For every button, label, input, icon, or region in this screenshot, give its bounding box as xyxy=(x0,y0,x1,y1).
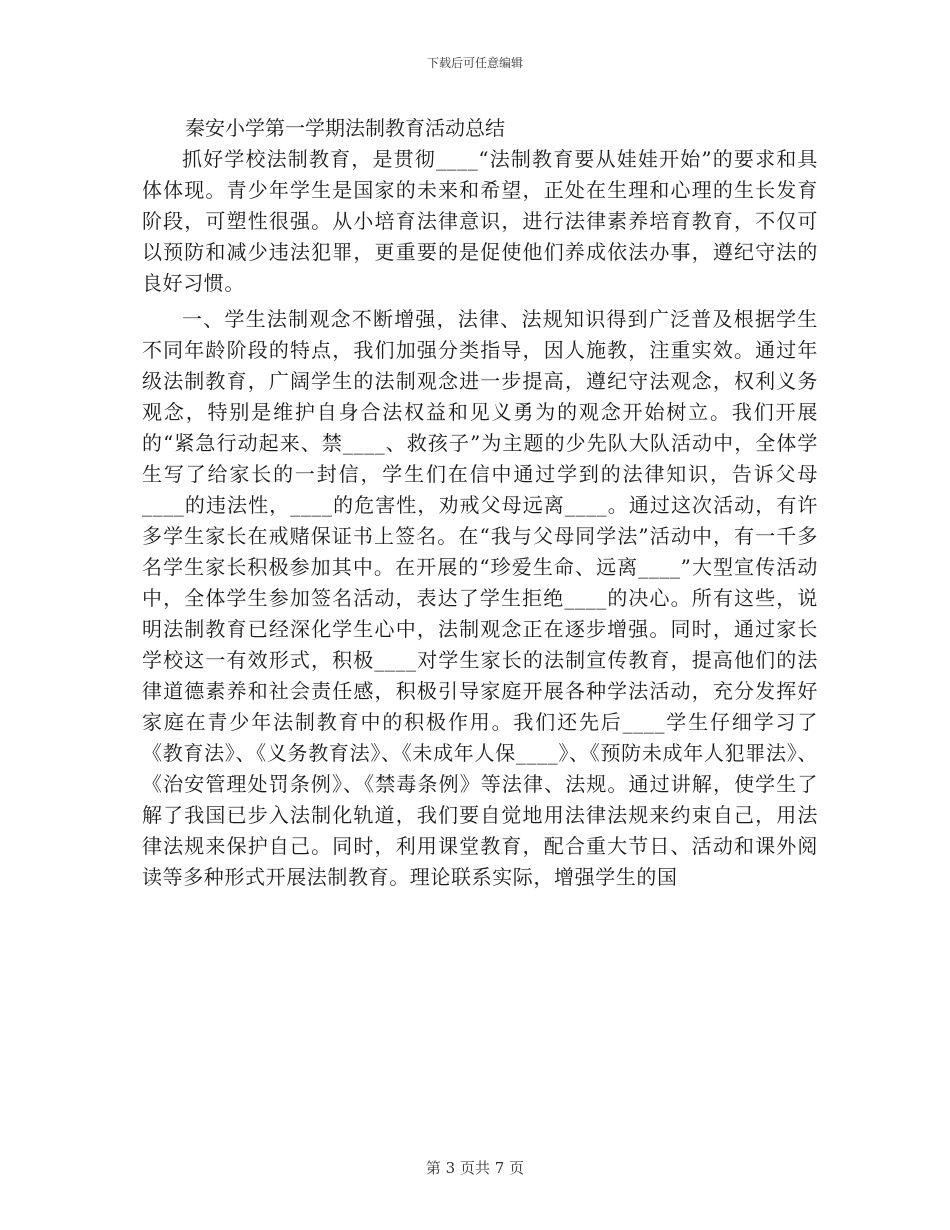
paragraph-intro: 抓好学校法制教育，是贯彻____“法制教育要从娃娃开始”的要求和具体体现。青少年学生是国家的未来和希望，正处在生理和心理的生长发育阶段，可塑性很强。从小培育法律意识，进行法律素养培育教育，不仅可以预防和减少违法犯罪，更重要的是促使他们养成依法办事，遵纪守法的良好习惯。 xyxy=(142,147,818,295)
document-body xyxy=(142,113,818,893)
paragraph-section-one: 一、学生法制观念不断增强，法律、法规知识得到广泛普及根据学生不同年龄阶段的特点，我们加强分类指导，因人施教，注重实效。通过年级法制教育，广阔学生的法制观念进一步提高，遵纪守法观念，权利义务观念，特别是维护自身合法权益和见义勇为的观念开始树立。我们开展的“紧急行动起来、禁____、救孩子”为主题的少先队大队活动中，全体学生写了给家长的一封信，学生们在信中通过学到的法律知识，告诉父母____的违法性，____的危害性，劝戒父母远离____。通过这次活动，有许多学生家长在戒赌保证书上签名。在“我与父母同学法”活动中，有一千多名学生家长积极参加其中。在开展的“珍爱生命、远离____”大型宣传活动中，全体学生参加签名活动，表达了学生拒绝____的决心。所有这些，说明法制教育已经深化学生心中，法制观念正在逐步增强。同时，通过家长学校这一有效形式，积极____对学生家长的法制宣传教育，提高他们的法律道德素养和社会责任感，积极引导家庭开展各种学法活动，充分发挥好家庭在青少年法制教育中的积极作用。我们还先后____学生仔细学习了《教育法》、《义务教育法》、《未成年人保____》、《预防未成年人犯罪法》、《治安管理处罚条例》、《禁毒条例》等法律、法规。通过讲解，使学生了解了我国已步入法制化轨道，我们要自觉地用法律法规来约束自己，用法律法规来保护自己。同时，利用课堂教育，配合重大节日、活动和课外阅读等多种形式开展法制教育。理论联系实际，增强学生的国 xyxy=(142,307,818,889)
page-header: 下载后可任意编辑 xyxy=(426,56,523,70)
page-number: 第 3 页共 7 页 xyxy=(425,1159,525,1177)
document-title: 秦安小学第一学期法制教育活动总结 xyxy=(185,116,505,140)
